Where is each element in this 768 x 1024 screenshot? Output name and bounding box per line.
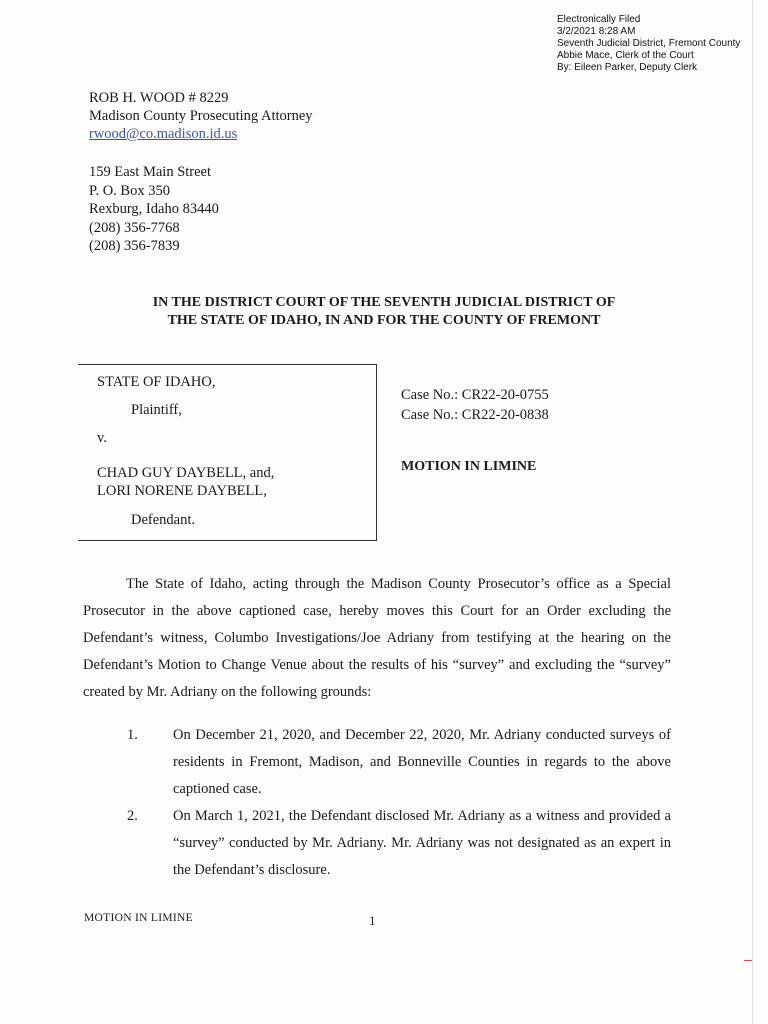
intro-paragraph [83, 571, 671, 706]
plaintiff-role: Plaintiff, [131, 402, 182, 418]
address-po-box: P. O. Box 350 [89, 182, 170, 199]
list-item-text: On March 1, 2021, the Defendant disclosed Mr. Adriany as a witness and provided a “survey” conducted by Mr. Adriany. Mr. Adriany was not designated as an expert in the Defendant’s disclosure. [173, 808, 671, 878]
list-item [83, 722, 671, 803]
address-city: Rexburg, Idaho 83440 [89, 201, 219, 218]
case-number-1: Case No.: CR22-20-0755 [401, 387, 549, 403]
address-street: 159 East Main Street [89, 164, 212, 180]
versus-label: v. [97, 430, 107, 446]
intro-text: The State of Idaho, acting through the Madison County Prosecutor’s office as a Special Prosecutor in the above captioned case, hereby moves this Court for an Order excluding the Defendant’s witness, Columbo Investigations/Joe Adriany from testifying at the hearing on the Defendant’s Motion to Change Venue about the results of his “survey” and excluding the “survey” created by Mr. Adriany on the following grounds: [83, 576, 671, 700]
attorney-phone: (208) 356-7768 [89, 219, 180, 236]
attorney-fax: (208) 356-7839 [89, 238, 180, 255]
attorney-name: ROB H. WOOD # 8229 [89, 90, 229, 106]
filing-stamp [557, 14, 740, 74]
stamp-line-district: Seventh Judicial District, Fremont County [557, 38, 741, 49]
scan-edge-line [752, 0, 753, 1024]
attorney-block [89, 89, 313, 143]
document-title: MOTION IN LIMINE [401, 459, 537, 474]
list-item-text: On December 21, 2020, and December 22, 2020, Mr. Adriany conducted surveys of residents in Fremont, Madison, and Bonneville Counties in regards to the above captioned case. [173, 727, 671, 797]
list-item-number: 2. [127, 808, 138, 824]
list-item [83, 803, 671, 884]
footer-page-number: 1 [369, 913, 376, 928]
stamp-line-deputy: By: Eileen Parker, Deputy Clerk [557, 62, 698, 73]
footer-document-title: MOTION IN LIMINE [84, 912, 193, 924]
defendant-role: Defendant. [131, 512, 196, 528]
court-heading [0, 294, 768, 330]
defendant-name-1: CHAD GUY DAYBELL, and, [97, 465, 275, 481]
defendant-name-2: LORI NORENE DAYBELL, [97, 483, 267, 499]
attorney-address-block [89, 163, 219, 256]
attorney-title: Madison County Prosecuting Attorney [89, 108, 313, 124]
list-item-number: 1. [127, 727, 138, 743]
stamp-line-clerk: Abbie Mace, Clerk of the Court [557, 50, 694, 61]
plaintiff-name: STATE OF IDAHO, [97, 374, 216, 390]
case-number-2: Case No.: CR22-20-0838 [401, 407, 549, 423]
court-heading-line1: IN THE DISTRICT COURT OF THE SEVENTH JUDICIAL DISTRICT OF [152, 295, 616, 310]
case-numbers [401, 385, 549, 425]
stamp-line-filed: Electronically Filed [557, 14, 641, 25]
stamp-line-datetime: 3/2/2021 8:28 AM [557, 26, 636, 37]
scan-edge-mark [744, 960, 752, 961]
attorney-email-link[interactable]: rwood@co.madison.id.us [89, 126, 238, 142]
court-heading-line2: THE STATE OF IDAHO, IN AND FOR THE COUNTY OF FREMONT [167, 313, 601, 328]
